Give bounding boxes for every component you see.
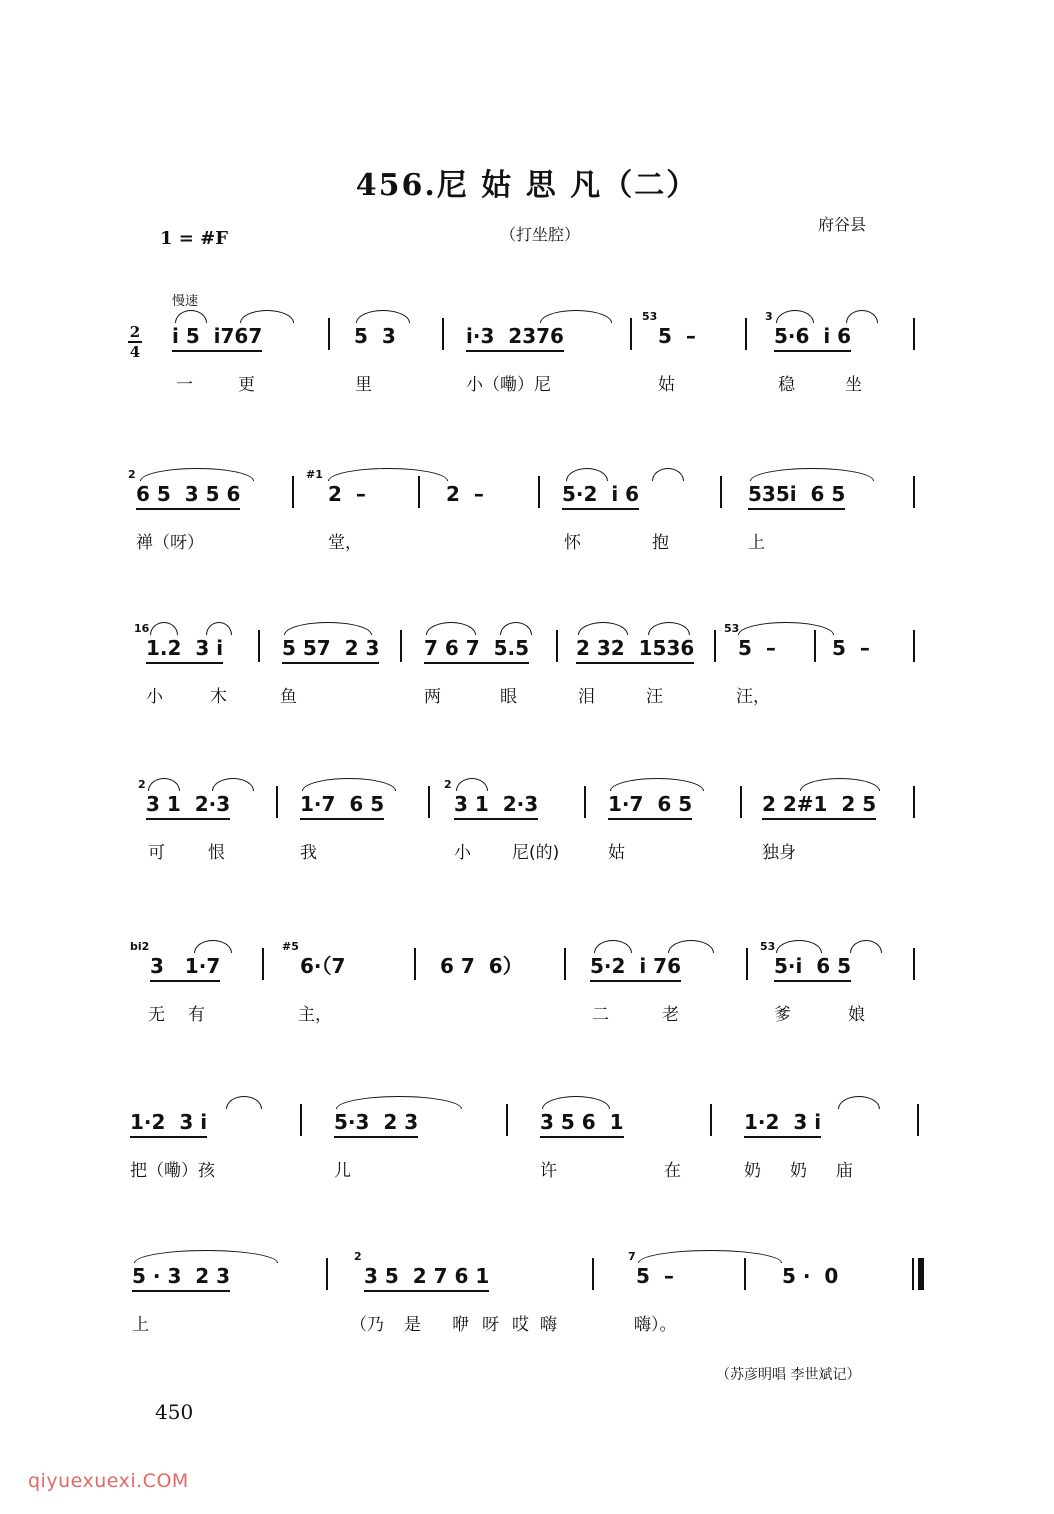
score-line-7: 5 · 3 2 3 2 3 5 2 7 6 1 7 5 – 5 · 0 上 （乃 是 咿 呀 哎 嗨 嗨）。 (0, 1240, 1054, 1360)
measure-7-3: 5 – (636, 1264, 674, 1288)
measure-1-3: i·3 2376 (466, 324, 564, 352)
score-line-2: 2 6 5 3 5 6 #1 2 – 2 – 5·2 i 6 535i 6 5 禅（呀） 堂， 怀 抱 上 (0, 458, 1054, 578)
score-line-4: 2 3 1 2·3 1·7 6 5 2 3 1 2·3 1·7 6 5 2 2#1 2 5 可 恨 我 小 尼(的) 姑 独身 (0, 768, 1054, 888)
lyric: 我 (300, 843, 317, 863)
lyric: 娘 (848, 1005, 865, 1025)
measure-3-5: 5 – (738, 636, 776, 660)
measure-2-2: 2 – (328, 482, 366, 506)
measure-3-6: 5 – (832, 636, 870, 660)
song-title: 456.尼 姑 思 凡（二） (355, 168, 699, 203)
lyric: 鱼 (280, 687, 297, 707)
measure-5-2: 6·（7 (300, 954, 346, 978)
lyric: 哎 (512, 1315, 529, 1335)
page-number: 450 (155, 1400, 194, 1424)
lyric: 可 (148, 843, 165, 863)
measure-6-4: 1·2 3 i (744, 1110, 821, 1138)
measure-6-3: 3 5 6 1 (540, 1110, 624, 1138)
lyric: 主， (298, 1005, 332, 1025)
lyric: 无 (148, 1005, 165, 1025)
lyric: 泪 (578, 687, 595, 707)
lyric: 有 (188, 1005, 205, 1025)
measure-3-4: 2 32 1536 (576, 636, 694, 664)
measure-2-1: 6 5 3 5 6 (136, 482, 240, 510)
score-line-5: bi2 3 1·7 #5 6·（7 6 7 6） 5·2 i 76 53 5·i 6 5 无 有 主， 二 老 爹 娘 (0, 930, 1054, 1050)
lyric: 一 (176, 375, 193, 395)
lyric: 咿 (452, 1315, 469, 1335)
measure-7-1: 5 · 3 2 3 (132, 1264, 230, 1292)
lyric: 许 (540, 1161, 557, 1181)
key-signature: 1 = #F (160, 228, 229, 249)
performer-credit: （苏彦明唱 李世斌记） (716, 1367, 861, 1383)
measure-1-5: 5·6 i 6 (774, 324, 851, 352)
song-origin: 府谷县 (818, 215, 867, 234)
lyric: 姑 (658, 375, 675, 395)
lyric: 爹 (774, 1005, 791, 1025)
measure-5-5: 5·i 6 5 (774, 954, 851, 982)
measure-5-3: 6 7 6） (440, 954, 523, 978)
measure-4-3: 3 1 2·3 (454, 792, 538, 820)
lyric: 姑 (608, 843, 625, 863)
measure-1-4: 5 – (658, 324, 696, 348)
measure-7-2: 3 5 2 7 6 1 (364, 1264, 489, 1292)
lyric: 把（嘞）孩 (130, 1161, 215, 1181)
lyric: 独身 (762, 843, 796, 863)
lyric: 庙 (836, 1161, 853, 1181)
measure-2-3: 2 – (446, 482, 484, 506)
lyric: 稳 (778, 375, 795, 395)
lyric: 呀 (482, 1315, 499, 1335)
lyric: 是 (404, 1315, 421, 1335)
lyric: 恨 (208, 843, 225, 863)
time-signature-top: 2 (129, 323, 141, 341)
lyric: 更 (238, 375, 255, 395)
time-signature-bottom: 4 (129, 343, 141, 361)
lyric: 抱 (652, 533, 669, 553)
lyric: 汪 (646, 687, 663, 707)
measure-5-4: 5·2 i 76 (590, 954, 681, 982)
measure-3-3: 7 6 7 5.5 (424, 636, 529, 664)
measure-4-1: 3 1 2·3 (146, 792, 230, 820)
measure-4-4: 1·7 6 5 (608, 792, 692, 820)
time-signature (128, 324, 142, 360)
score-line-1: 2 4 i 5 i767 5 3 i·3 2376 53 5 – 3 5·6 i 6 一 更 里 小（嘞）尼 姑 稳 坐 (0, 300, 1054, 420)
lyric: 儿 (334, 1161, 351, 1181)
lyric: 嗨）。 (634, 1315, 677, 1335)
lyric: 小 (454, 843, 471, 863)
measure-7-4: 5 · 0 (782, 1264, 839, 1288)
measure-3-2: 5 57 2 3 (282, 636, 379, 664)
lyric: 奶 (790, 1161, 807, 1181)
lyric: 在 (664, 1161, 681, 1181)
measure-5-1: 3 1·7 (150, 954, 220, 982)
tempo-marking: 慢速 (172, 294, 199, 309)
lyric: 嗨 (540, 1315, 557, 1335)
measure-1-1: i 5 i767 (172, 324, 262, 352)
measure-6-1: 1·2 3 i (130, 1110, 207, 1138)
lyric: （乃 (350, 1315, 384, 1335)
measure-2-5: 535i 6 5 (748, 482, 845, 510)
lyric: 小（嘞）尼 (466, 375, 551, 395)
lyric: 汪， (736, 687, 770, 707)
lyric: 小 (146, 687, 163, 707)
measure-3-1: 1.2 3 i (146, 636, 223, 664)
measure-2-4: 5·2 i 6 (562, 482, 639, 510)
lyric: 木 (210, 687, 227, 707)
lyric: 二 (592, 1005, 609, 1025)
lyric: 坐 (845, 375, 862, 395)
measure-4-5: 2 2#1 2 5 (762, 792, 876, 820)
lyric: 上 (748, 533, 765, 553)
measure-6-2: 5·3 2 3 (334, 1110, 418, 1138)
score-line-3: 16 1.2 3 i 5 57 2 3 7 6 7 5.5 2 32 1536 53 5 – 5 – 小 木 鱼 两 眼 泪 汪 汪， (0, 612, 1054, 732)
measure-1-2: 5 3 (354, 324, 396, 348)
lyric: 眼 (500, 687, 517, 707)
lyric: 两 (424, 687, 441, 707)
lyric: 里 (355, 375, 372, 395)
song-subtitle: （打坐腔） (500, 225, 581, 244)
lyric: 堂， (328, 533, 362, 553)
lyric: 怀 (564, 533, 581, 553)
watermark: qiyuexuexi.COM (28, 1470, 189, 1492)
lyric: 奶 (744, 1161, 761, 1181)
lyric: 上 (132, 1315, 149, 1335)
lyric: 尼(的) (512, 843, 560, 863)
lyric: 老 (662, 1005, 679, 1025)
measure-4-2: 1·7 6 5 (300, 792, 384, 820)
score-line-6 (0, 1086, 1054, 1206)
lyric: 禅（呀） (136, 533, 204, 553)
